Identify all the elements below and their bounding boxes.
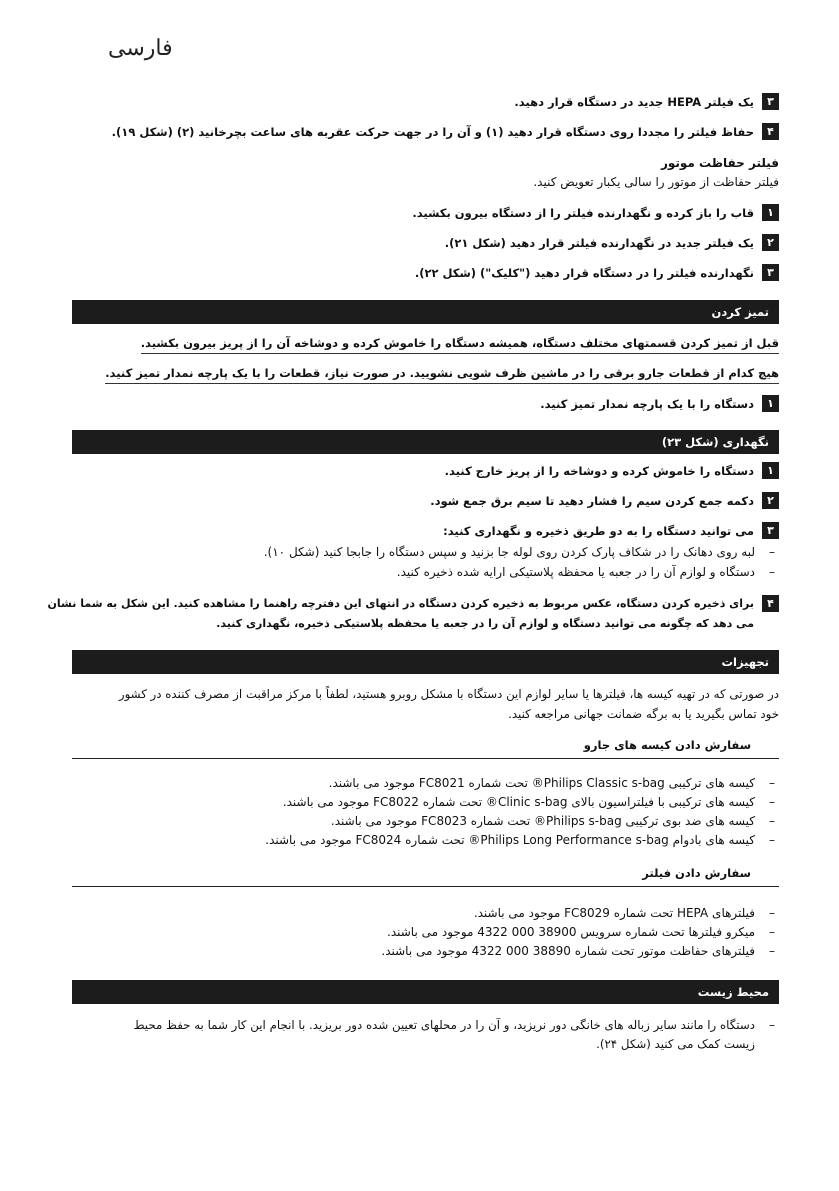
filters-heading: سفارش دادن فیلتر [72,864,779,887]
bag-text: کیسه های ضد بوی ترکیبی Philips s-bag® تحت شماره FC8023 موجود می باشند. [330,814,755,828]
filter-text: فیلترهای حفاظت موتور تحت شماره 38890 000 4322 موجود می باشند. [381,944,755,958]
bullet-dash: – [769,906,775,920]
cleaning-warning-2: هیچ کدام از قطعات جارو برقی را در ماشین ظرف شویی نشویید. در صورت نیاز، قطعات را با یک پارچه نمدار تمیز کنید. [105,364,779,384]
option-text: دستگاه و لوازم آن را در جعبه یا محفظه پلاستیکی ارایه شده ذخیره کنید. [396,565,755,579]
section-bar-storage: نگهداری (شکل ۲۳) [72,430,779,454]
motor-filter-description: فیلتر حفاظت از موتور را سالی یکبار تعویض کنید. [533,175,779,189]
step-text: قاب را باز کرده و نگهدارنده فیلتر را از دستگاه بیرون بکشید. [412,206,754,220]
section-bar-cleaning: تمیز کردن [72,300,779,324]
step-number-badge: ۳ [762,522,779,539]
step-4-line-2: می دهد که چگونه می توانید دستگاه و لوازم آن را در جعبه یا محفظه پلاستیکی ذخیره، نگهداری کنید. [216,617,754,630]
bag-item-2 [283,793,779,811]
hepa-step-4 [112,122,779,142]
step-4-line-1: برای ذخیره کردن دستگاه، عکس مربوط به ذخیره کردن دستگاه در انتهای این دفترچه راهنما را مشاهده کنید. این شکل به شما نشان [47,597,754,610]
step-text: می توانید دستگاه را به دو طریق ذخیره و نگهداری کنید: [443,524,754,538]
motor-filter-heading: فیلتر حفاظت موتور [660,156,779,170]
bullet-dash: – [769,925,775,939]
filter-item-2 [387,923,779,941]
step-text [47,594,754,634]
step-text: یک فیلتر HEPA جدید در دستگاه قرار دهید. [514,95,754,109]
bag-text: کیسه های بادوام Philips Long Performance s-bag® تحت شماره FC8024 موجود می باشند. [265,833,755,847]
language-title: فارسی [108,36,173,61]
storage-option-2 [397,563,779,581]
bullet-dash: – [769,776,775,790]
bullet-dash: – [769,944,775,958]
step-number-badge: ۱ [762,204,779,221]
environment-line-2: زیست کمک می کنید (شکل ۲۴). [596,1037,755,1051]
bullet-dash: – [769,545,775,559]
step-number-badge: ۴ [762,123,779,140]
cleaning-warning-1: قبل از تمیز کردن قسمتهای مختلف دستگاه، همیشه دستگاه را خاموش کرده و دوشاخه آن را از پریز بیرون بکشید. [141,334,779,354]
step-text: نگهدارنده فیلتر را در دستگاه قرار دهید ("کلیک") (شکل ۲۲). [414,266,754,280]
filter-item-3 [381,942,779,960]
step-text: یک فیلتر جدید در نگهدارنده فیلتر قرار دهید (شکل ۲۱). [444,236,754,250]
filter-item-1 [474,904,779,922]
step-number-badge: ۴ [762,595,779,612]
step-number-badge: ۱ [762,395,779,412]
bags-heading: سفارش دادن کیسه های جارو [72,736,779,759]
storage-option-1 [264,543,779,561]
step-number-badge: ۲ [762,492,779,509]
environment-item [134,1016,779,1054]
section-bar-accessories: تجهیزات [72,650,779,674]
cleaning-step-1 [540,394,779,414]
bag-item-3 [331,812,779,830]
bag-item-1 [329,774,779,792]
step-number-badge: ۳ [762,264,779,281]
bullet-dash: – [769,1018,775,1032]
hepa-step-3 [514,92,779,112]
filter-text: میکرو فیلترها تحت شماره سرویس 38900 000 4322 موجود می باشند. [387,925,755,939]
bag-item-4 [265,831,779,849]
motor-step-2 [445,233,779,253]
bullet-dash: – [769,565,775,579]
step-number-badge: ۲ [762,234,779,251]
environment-line-1: دستگاه را مانند سایر زباله های خانگی دور نریزید، و آن را در محلهای تعیین شده دور بریزید. با انجام این کار شما به حفظ محیط [133,1018,755,1032]
bag-text: کیسه های ترکیبی با فیلتراسیون بالای Clinic s-bag® تحت شماره FC8022 موجود می باشند. [282,795,755,809]
step-text: دستگاه را با یک پارچه نمدار تمیز کنید. [540,397,754,411]
step-text: حفاظ فیلتر را مجددا روی دستگاه قرار دهید (۱) و آن را در جهت حرکت عقربه های ساعت بچرخانید (۲) (شکل ۱۹). [111,125,754,139]
storage-step-1 [445,461,779,481]
step-number-badge: ۳ [762,93,779,110]
option-text: لبه روی دهانک را در شکاف پارک کردن روی لوله جا بزنید و سپس دستگاه را جابجا کنید (شکل ۱۰). [263,545,755,559]
intro-line-2: خود تماس بگیرید یا به برگه ضمانت جهانی مراجعه کنید. [508,707,779,721]
storage-step-2 [430,491,779,511]
bag-text: کیسه های ترکیبی Philips Classic s-bag® تحت شماره FC8021 موجود می باشند. [328,776,755,790]
storage-step-4 [47,594,779,634]
intro-line-1: در صورتی که در تهیه کیسه ها، فیلترها یا سایر لوازم این دستگاه با مشکل روبرو هستید، لطفاً با مرکز مراقبت از مصرف کننده در کشور [118,687,779,701]
motor-step-1 [412,203,779,223]
bullet-dash: – [769,814,775,828]
accessories-intro [72,684,779,724]
step-number-badge: ۱ [762,462,779,479]
bullet-dash: – [769,833,775,847]
section-bar-environment: محیط زیست [72,980,779,1004]
motor-step-3 [415,263,779,283]
environment-text [134,1016,755,1054]
bullet-dash: – [769,795,775,809]
storage-step-3 [443,521,779,541]
step-text: دکمه جمع کردن سیم را فشار دهید تا سیم برق جمع شود. [430,494,754,508]
filter-text: فیلترهای HEPA تحت شماره FC8029 موجود می باشند. [473,906,755,920]
step-text: دستگاه را خاموش کرده و دوشاخه را از پریز خارج کنید. [444,464,754,478]
